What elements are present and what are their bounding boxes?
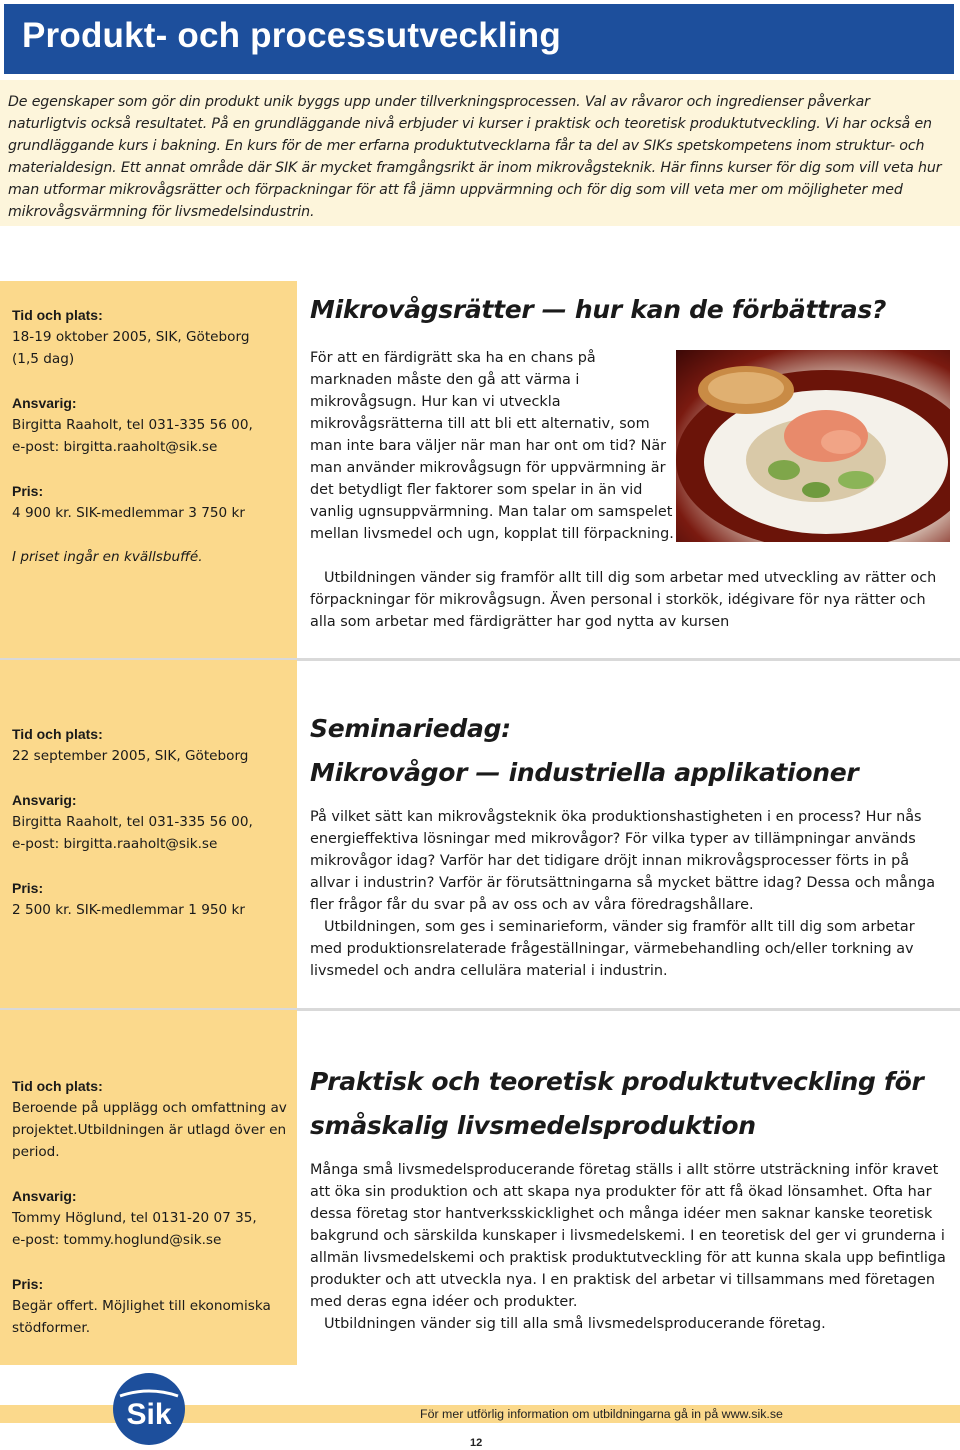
course-paragraph: På vilket sätt kan mikrovågsteknik öka produktionshastigheten i en process? Hur nås energieffektiva lösningar med mikrovågor? För vilka typer av tillämpningar används mikrovågor idag? Varför har det tidigare dröjt innan mikrovågsprocesser förts in på allvar i industrin? Varför är förutsättningarna så mycket bättre idag? Dessa och många fler frågor får du svar på av oss och av våra föredragshållare. xyxy=(310,809,936,913)
price-value: 4 900 kr. SIK-medlemmar 3 750 kr xyxy=(12,505,245,521)
responsible-value: Birgitta Raaholt, tel 031-335 56 00, e-post: birgitta.raaholt@sik.se xyxy=(12,814,253,852)
time-value: Beroende på upplägg och omfattning av projektet.Utbildningen är utlagd över en period. xyxy=(12,1100,287,1160)
responsible-label: Ansvarig: xyxy=(12,395,77,411)
course-body-continued xyxy=(310,567,950,633)
footer-link-text[interactable]: För mer utförlig information om utbildningarna gå in på www.sik.se xyxy=(420,1407,783,1421)
course-description xyxy=(310,707,950,982)
course-title: Seminariedag: xyxy=(310,714,511,743)
course-info xyxy=(12,304,287,568)
course-subtitle: småskalig livsmedelsproduktion xyxy=(310,1111,756,1140)
course-info xyxy=(12,1075,287,1339)
time-label: Tid och plats: xyxy=(12,1078,103,1094)
course-paragraph: Utbildningen vänder sig framför allt till dig som arbetar med utveckling av rätter och förpackningar för mikrovågsugn. Även personal i storkök, idégivare för nya rätter och alla som arbetar med färdigrätter har god nytta av kursen xyxy=(310,570,937,630)
page-number: 12 xyxy=(470,1437,483,1449)
course-body xyxy=(310,347,676,545)
price-note: I priset ingår en kvällsbuffé. xyxy=(12,549,203,565)
food-photo xyxy=(676,350,950,542)
time-label: Tid och plats: xyxy=(12,307,103,323)
course-description xyxy=(310,288,950,332)
course-title: Praktisk och teoretisk produktutveckling för xyxy=(310,1067,924,1096)
responsible-label: Ansvarig: xyxy=(12,792,77,808)
logo-text: Sik xyxy=(126,1398,172,1431)
course-paragraph: Utbildningen vänder sig till alla små livsmedelsproducerande företag. xyxy=(324,1316,826,1332)
responsible-label: Ansvarig: xyxy=(12,1188,77,1204)
time-value: 22 september 2005, SIK, Göteborg xyxy=(12,748,249,764)
intro-text: De egenskaper som gör din produkt unik byggs upp under tillverkningsprocessen. Val av råvaror och ingredienser påverkar naturligtvis också resultatet. På en grundläggande nivå erbjuder vi kurser i praktisk och teoretisk produktutveckling. Vi har också en grundläggande kurs i bakning. En kurs för de mer erfarna produktutvecklarna får ta del av SIKs spetskompetens inom struktur- och materialdesign. Ett annat område där SIK är mycket framgångsrikt är inom mikrovågsteknik. Här finns kurser för dig som vill veta hur man utformar mikrovågsrätter och förpackningar för att få jämn uppvärmning och för dig som vill veta mer om möjligheter med mikrovågsvärmning för livsmedelsindustrin. xyxy=(8,94,942,220)
header-bar xyxy=(4,4,954,74)
responsible-value: Birgitta Raaholt, tel 031-335 56 00, e-post: birgitta.raaholt@sik.se xyxy=(12,417,253,455)
time-label: Tid och plats: xyxy=(12,726,103,742)
course-paragraph: Utbildningen, som ges i seminarieform, vänder sig framför allt till dig som arbetar med produktionsrelaterade frågeställningar, värmebehandling och/eller torkning av livsmedel och andra cellulära material i industrin. xyxy=(310,919,915,979)
course-body xyxy=(310,1159,950,1335)
sik-logo xyxy=(112,1372,186,1446)
page-title: Produkt- och processutveckling xyxy=(22,16,561,55)
price-label: Pris: xyxy=(12,1276,44,1292)
price-label: Pris: xyxy=(12,880,44,896)
course-info xyxy=(12,723,287,921)
price-label: Pris: xyxy=(12,483,44,499)
course-subtitle: Mikrovågor — industriella applikationer xyxy=(310,758,859,787)
time-value: 18-19 oktober 2005, SIK, Göteborg (1,5 dag) xyxy=(12,329,250,367)
course-paragraph: För att en färdigrätt ska ha en chans på marknaden måste den gå att värma i mikrovågsugn. Hur kan vi utveckla mikrovågsrätterna till att bli ett alternativ, som man inte bara väljer när man har ont om tid? När man använder mikrovågsugn för uppvärmning är det betydligt fler faktorer som spelar in än vid vanlig ugnsuppvärmning. Man talar om samspelet mellan livsmedel och ugn, kopplat till förpackning. xyxy=(310,350,674,542)
responsible-value: Tommy Höglund, tel 0131-20 07 35, e-post: tommy.hoglund@sik.se xyxy=(12,1210,257,1248)
course-title: Mikrovågsrätter — hur kan de förbättras? xyxy=(310,295,887,324)
course-description xyxy=(310,1060,950,1335)
course-paragraph: Många små livsmedelsproducerande företag ställs i allt större utsträckning inför kravet att öka sin produktion och att skapa nya produkter för att få ökad lönsamhet. Ofta har dessa företag stor hantverksskicklighet och många idéer men saknar kanske teoretisk bakgrund och särskilda kunskaper i livsmedelskemi. I en teoretisk del ger vi grunderna i allmän livsmedelskemi och praktisk produktutveckling för att kunna skala upp befintliga produkter och att utveckla nya. I en praktisk del arbetar vi tillsammans med företagen med deras egna idéer och produkter. xyxy=(310,1162,946,1310)
price-value: 2 500 kr. SIK-medlemmar 1 950 kr xyxy=(12,902,245,918)
course-body xyxy=(310,806,950,982)
price-value: Begär offert. Möjlighet till ekonomiska stödformer. xyxy=(12,1298,271,1336)
